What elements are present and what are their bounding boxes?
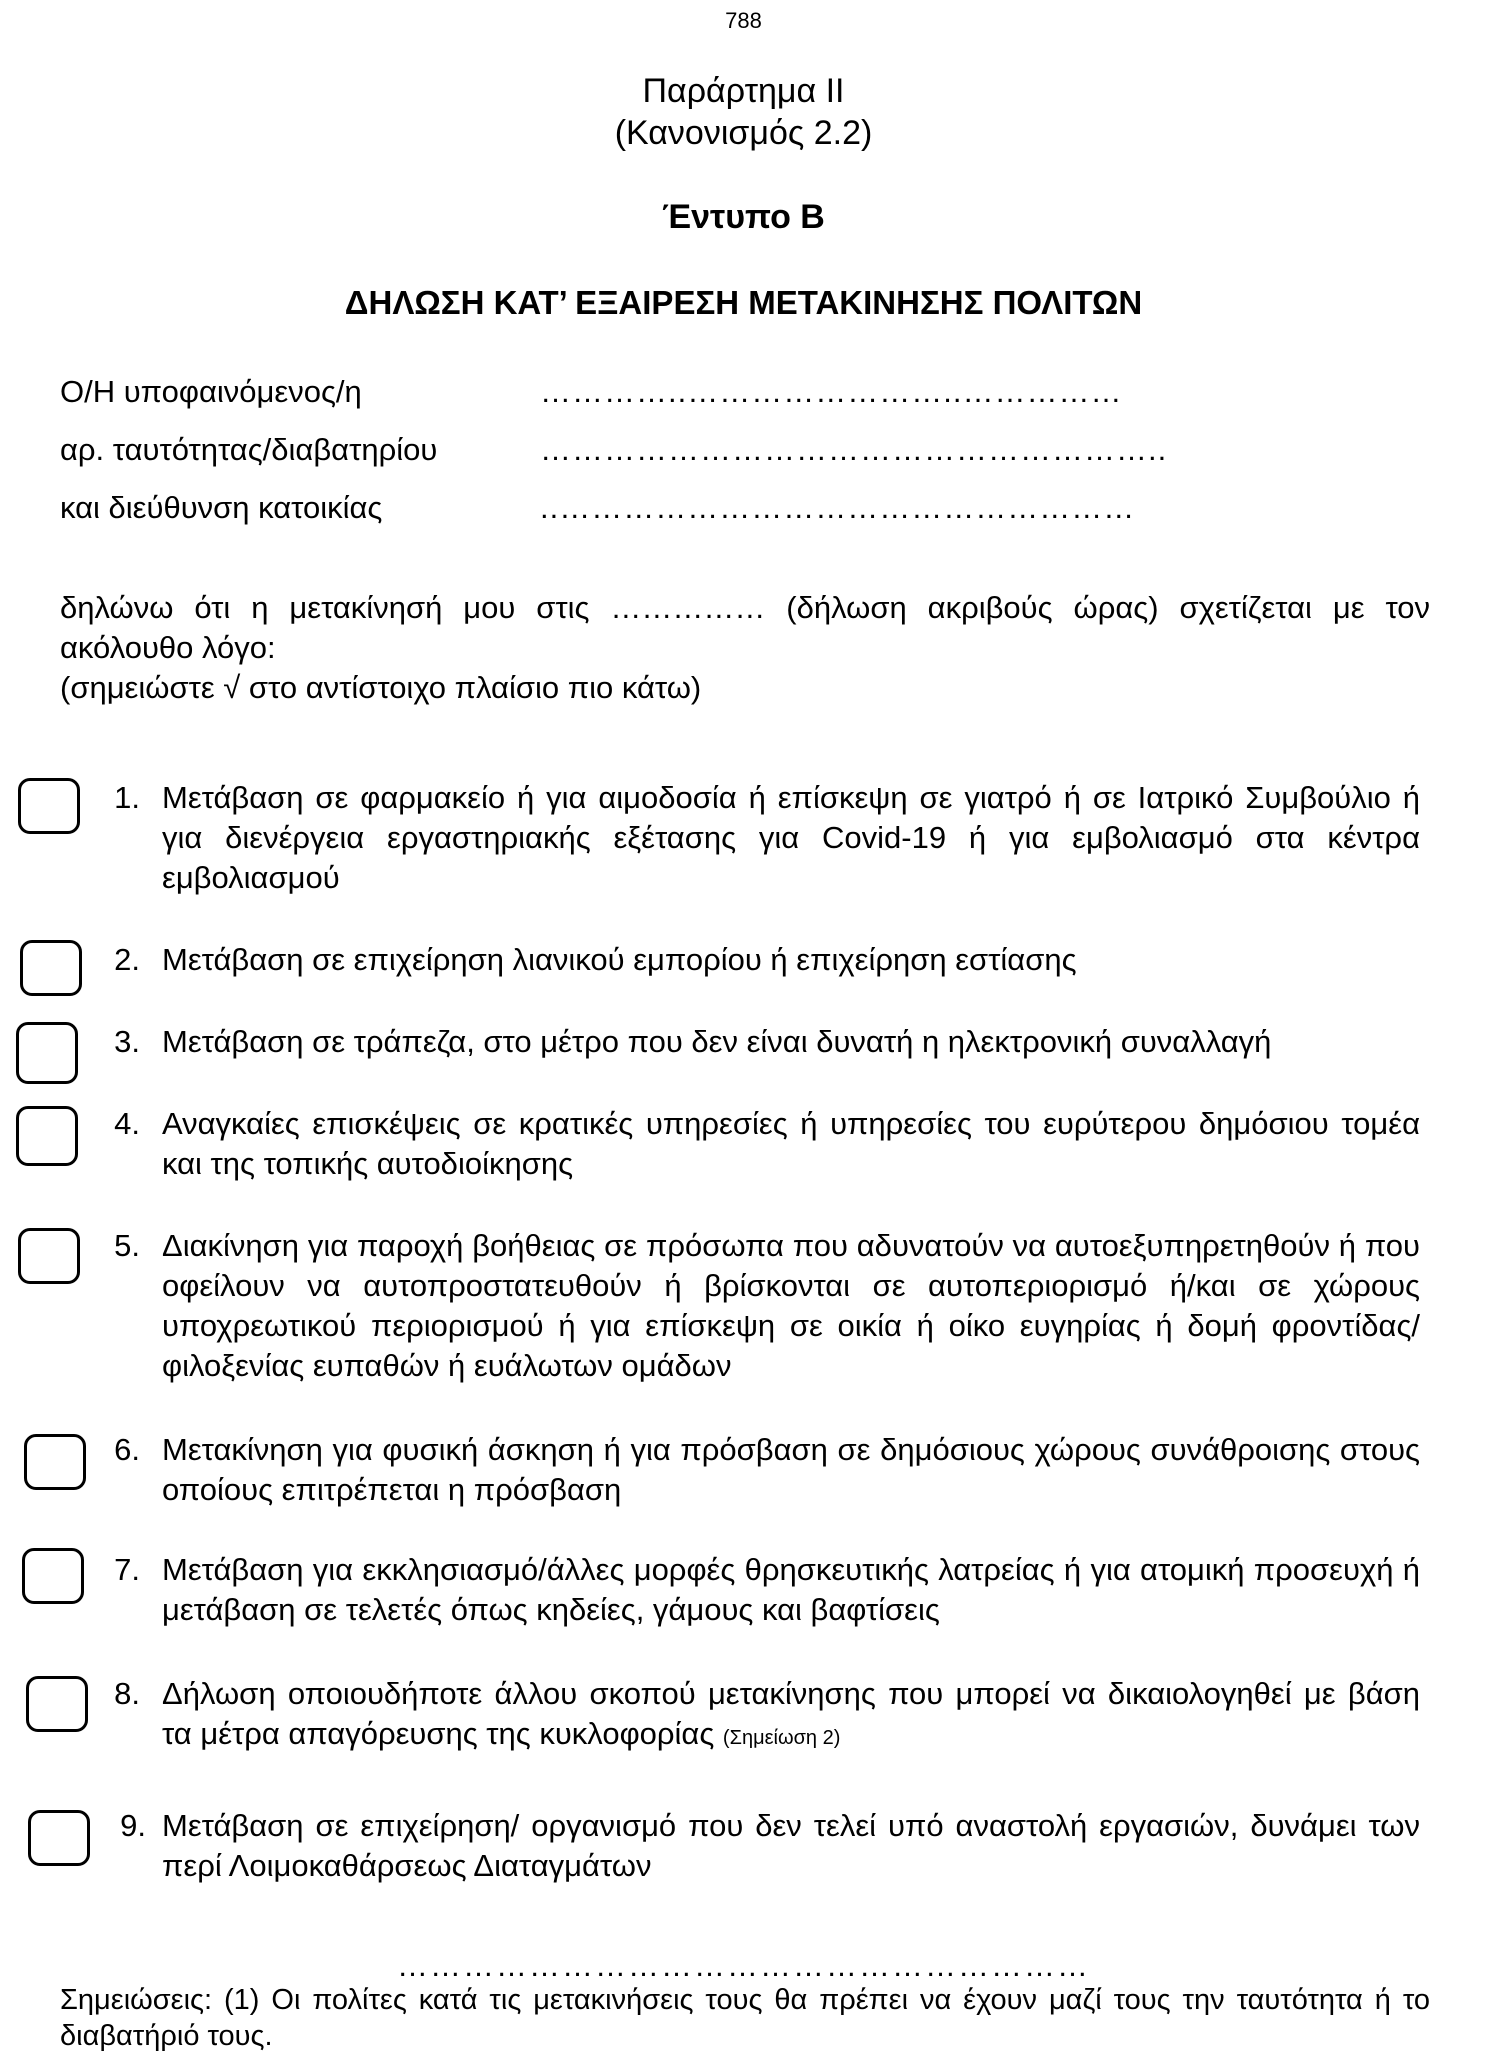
field-label-id: αρ. ταυτότητας/διαβατηρίου xyxy=(60,432,438,467)
option-label: Διακίνηση για παροχή βοήθειας σε πρόσωπα που αδυνατούν να αυτοεξυπηρετηθούν ή που οφείλουν να αυτοπροστατευθούν ή βρίσκονται σε αυτοπεριορισμό ή/και σε χώρους υποχρεωτικού περιορισμού ή για επίσκεψη σε οικία ή οίκο ευγηρίας ή δομή φροντίδας/φιλοξενίας ευπαθών ή ευάλωτων ομάδων xyxy=(162,1228,1420,1383)
checkbox-option-6[interactable] xyxy=(24,1434,86,1490)
checkbox-option-9[interactable] xyxy=(28,1810,90,1866)
option-text-7 xyxy=(162,1550,1420,1630)
option-label: Μετακίνηση για φυσική άσκηση ή για πρόσβαση σε δημόσιους χώρους συνάθροισης στους οποίους επιτρέπεται η πρόσβαση xyxy=(162,1432,1420,1507)
option-text-3 xyxy=(162,1022,1420,1062)
note-reference: (Σημείωση 2) xyxy=(722,1727,841,1749)
signature-line[interactable]: ……………………………………………………… xyxy=(397,1948,1090,1983)
option-number: 4. xyxy=(114,1106,140,1141)
regulation-heading: (Κανονισμός 2.2) xyxy=(614,114,873,152)
option-label: Μετάβαση σε φαρμακείο ή για αιμοδοσία ή επίσκεψη σε γιατρό ή σε Ιατρικό Συμβούλιο ή για διενέργεια εργαστηριακής εξέτασης για Covid-19 ή για εμβολιασμό στα κέντρα εμβολιασμού xyxy=(162,780,1420,895)
form-heading: Έντυπο Β xyxy=(662,198,825,236)
option-number: 9. xyxy=(120,1808,146,1843)
option-label: Μετάβαση σε επιχείρηση λιανικού εμπορίου ή επιχείρηση εστίασης xyxy=(162,942,1077,977)
checkbox-option-7[interactable] xyxy=(22,1548,84,1604)
option-label: Μετάβαση σε τράπεζα, στο μέτρο που δεν είναι δυνατή η ηλεκτρονική συναλλαγή xyxy=(162,1024,1272,1059)
annex-heading: Παράρτημα ΙΙ xyxy=(642,72,845,110)
option-label: Μετάβαση για εκκλησιασμό/άλλες μορφές θρησκευτικής λατρείας ή για ατομική προσευχή ή μετάβαση σε τελετές όπως κηδείες, γάμους και βαφτίσεις xyxy=(162,1552,1420,1627)
option-number: 6. xyxy=(114,1432,140,1467)
document-title: ΔΗΛΩΣΗ ΚΑΤ’ ΕΞΑΙΡΕΣΗ ΜΕΤΑΚΙΝΗΣΗΣ ΠΟΛΙΤΩΝ xyxy=(344,284,1143,321)
option-text-8 xyxy=(162,1674,1420,1758)
footnote: Σημειώσεις: (1) Οι πολίτες κατά τις μετακινήσεις τους θα πρέπει να έχουν μαζί τους την ταυτότητα ή το διαβατήριό τους. xyxy=(60,1984,1430,2052)
declaration-line-3: (σημειώστε √ στο αντίστοιχο πλαίσιο πιο κάτω) xyxy=(60,670,702,705)
option-text-9 xyxy=(162,1806,1420,1886)
option-number: 8. xyxy=(114,1676,140,1711)
option-label: Αναγκαίες επισκέψεις σε κρατικές υπηρεσίες ή υπηρεσίες του ευρύτερου δημόσιου τομέα και της τοπικής αυτοδιοίκησης xyxy=(162,1106,1420,1181)
field-label-name: Ο/Η υποφαινόμενος/η xyxy=(60,374,362,409)
declaration-text xyxy=(60,588,1430,708)
option-label: Μετάβαση σε επιχείρηση/ οργανισμό που δεν τελεί υπό αναστολή εργασιών, δυνάμει των περί Λοιμοκαθάρσεως Διαταγμάτων xyxy=(162,1808,1420,1883)
field-name-blank[interactable]: …………..……………………..…………… xyxy=(540,374,1123,409)
option-text-6 xyxy=(162,1430,1420,1510)
checkbox-option-1[interactable] xyxy=(18,778,80,834)
option-number: 7. xyxy=(114,1552,140,1587)
option-label: Δήλωση οποιουδήποτε άλλου σκοπού μετακίνησης που μπορεί να δικαιολογηθεί με βάση τα μέτρα απαγόρευσης της κυκλοφορίας xyxy=(162,1676,1420,1751)
checkbox-option-8[interactable] xyxy=(26,1676,88,1732)
option-text-5 xyxy=(162,1226,1420,1386)
option-text-1 xyxy=(162,778,1420,898)
option-number: 1. xyxy=(114,780,140,815)
field-id-blank[interactable]: ………………………………………………….. xyxy=(540,432,1168,467)
checkbox-option-3[interactable] xyxy=(16,1022,78,1084)
page-number: 788 xyxy=(725,8,762,33)
declaration-line-2: ακόλουθο λόγο: xyxy=(60,630,276,665)
option-text-2 xyxy=(162,940,1420,980)
option-text-4 xyxy=(162,1104,1420,1184)
field-label-address: και διεύθυνση κατοικίας xyxy=(60,490,383,525)
option-number: 2. xyxy=(114,942,140,977)
checkbox-option-5[interactable] xyxy=(18,1228,80,1284)
declaration-line-1: δηλώνω ότι η μετακίνησή μου στις …………… (δήλωση ακριβούς ώρας) σχετίζεται με τον xyxy=(60,590,1430,625)
option-number: 3. xyxy=(114,1024,140,1059)
option-number: 5. xyxy=(114,1228,140,1263)
checkbox-option-4[interactable] xyxy=(16,1106,78,1166)
checkbox-option-2[interactable] xyxy=(20,940,82,996)
field-address-blank[interactable]: ..……………………………………………… xyxy=(540,490,1136,525)
